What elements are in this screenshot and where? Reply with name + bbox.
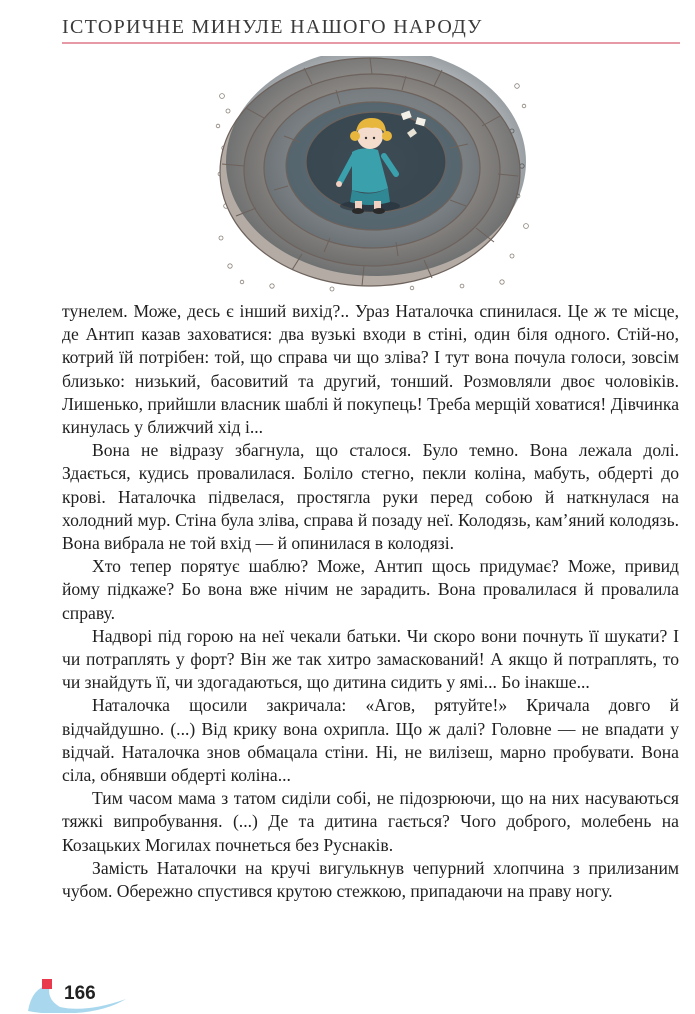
- running-header: [62, 8, 680, 44]
- paragraph-1: тунелем. Може, десь є інший вихід?.. Ураз Наталочка спинилася. Це ж те місце, де Антип казав заховатися: два вузькі входи в стіні, один біля одного. Стій-но, котрий їй потрібен: той, що справа чи що зліва? І тут вона почула голоси, зовсім близько: низький, басовитий та другий, тонший. Розмовляли двоє чоловіків. Лишенько, прийшли власник шаблі й покупець! Треба мерщій ховатися! Дівчинка кинулась у ближчий хід і...: [62, 301, 679, 438]
- page-number: 166: [64, 983, 96, 1004]
- paragraph-2: Вона не відразу збагнула, що сталося. Було темно. Вона лежала долі. Здається, кудись провалилася. Боліло стегно, пекли коліна, мабуть, обдерті до крові. Наталочка підвелася, простягла руки перед собою й наткнулася на холодний мур. Стіна була зліва, справа й позаду неї. Колодязь, кам’яний колодязь. Вона вибрала не той вхід — й опинилася в колодязі.: [62, 440, 679, 554]
- body-text: [62, 300, 679, 903]
- page-footer: [26, 973, 136, 1013]
- well-illustration: [212, 56, 532, 294]
- red-square-icon: [42, 979, 52, 989]
- paragraph-5: Наталочка щосили закричала: «Агов, рятуйте!» Кричала довго й відчайдушно. (...) Від крику вона охрипла. Що ж далі? Головне — не впадати у відчай. Наталочка знов обмацала стіни. Ні, не вилізеш, марно пробувати. Вона сіла, обнявши обдерті коліна...: [62, 695, 679, 786]
- paragraph-7: Замість Наталочки на кручі вигулькнув чепурний хлопчина з прилизаним чубом. Обережно спустився крутою стежкою, припадаючи на праву ногу.: [62, 857, 679, 902]
- chapter-title: ІСТОРИЧНЕ МИНУЛЕ НАШОГО НАРОДУ: [62, 16, 483, 38]
- paragraph-6: Тим часом мама з татом сиділи собі, не підозрюючи, що на них насуваються тяжкі випробування. (...) Де та дитина гається? Чого доброго, молебень на Козацьких Могилах почнеться без Руснаків.: [62, 788, 679, 855]
- paragraph-4: Надворі під горою на неї чекали батьки. Чи скоро вони почнуть її шукати? І чи потраплять у форт? Він же так хитро замаскований! А якщо й потраплять, то чи знайдуть її, чи здогадаються, що дитина сидить у ямі... Бо інакше...: [62, 625, 679, 693]
- paragraph-3: Хто тепер порятує шаблю? Може, Антип щось придумає? Може, привид йому підкаже? Бо вона вже нічим не зарадить. Вона провалилася й провалила справу.: [62, 556, 679, 623]
